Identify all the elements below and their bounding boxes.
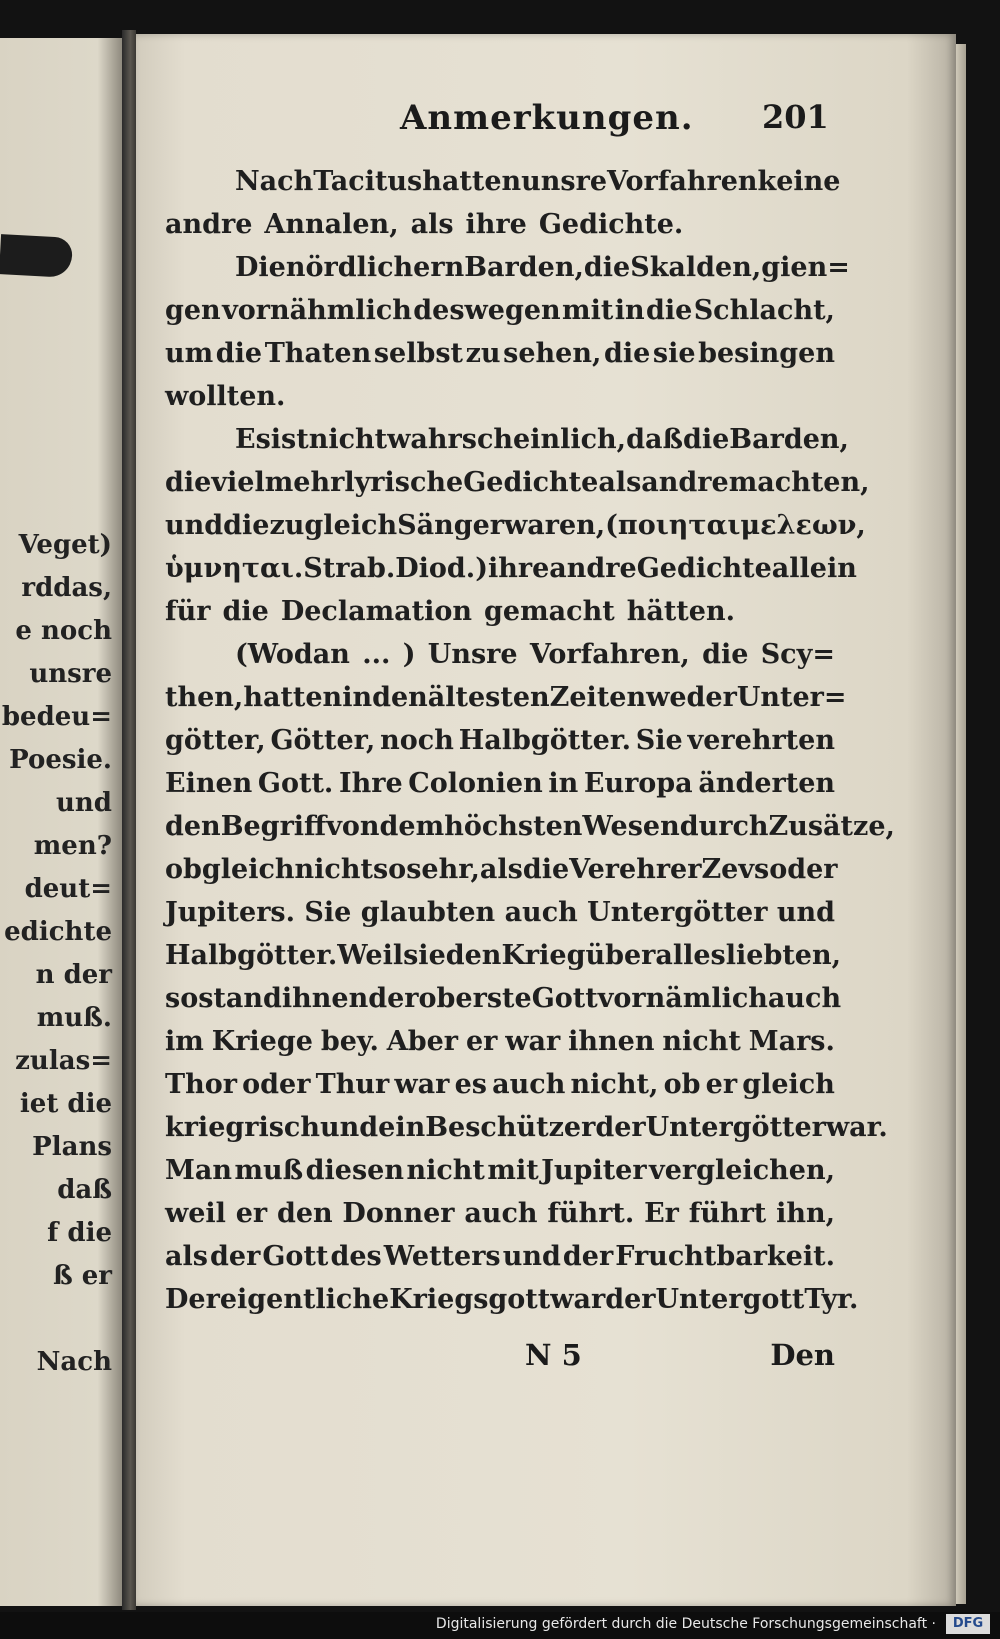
digitization-notice: Digitalisierung gefördert durch die Deutsche Forschungsgemeinschaft · <box>435 1616 936 1632</box>
word: Untergott <box>655 1284 805 1315</box>
left-page-line: Plans <box>32 1132 112 1162</box>
word: war <box>505 1026 561 1057</box>
word: und <box>320 1112 379 1143</box>
signature-mark: N 5 <box>525 1338 582 1372</box>
text-line <box>165 891 835 934</box>
word: ) <box>402 639 416 670</box>
left-page-line: iet die <box>19 1089 112 1119</box>
word: bey. <box>320 1026 379 1057</box>
word: auch <box>504 897 578 928</box>
text-line <box>165 1149 835 1192</box>
word: lyrische <box>344 467 464 498</box>
word: nicht <box>308 424 388 455</box>
word: und <box>165 510 224 541</box>
text-line <box>165 1278 859 1321</box>
word: sie <box>403 940 446 971</box>
word: Wesen <box>582 811 680 842</box>
text-line <box>165 289 835 332</box>
text-line <box>165 461 870 504</box>
word: alles <box>655 940 726 971</box>
word: der <box>368 983 419 1014</box>
word: Gott <box>262 1241 329 1272</box>
word: Verehrer <box>569 854 702 885</box>
word: in <box>548 768 579 799</box>
word: der <box>562 1241 614 1272</box>
word: Götter, <box>270 725 376 756</box>
text-line <box>165 633 835 676</box>
word: Krieg <box>501 940 586 971</box>
word: auch <box>767 983 842 1014</box>
word: ältesten <box>427 682 550 713</box>
word: durch <box>679 811 769 842</box>
word: Gott. <box>257 768 334 799</box>
left-page-line: unsre <box>29 659 112 689</box>
word: Zusätze, <box>768 811 895 842</box>
word: des <box>330 1241 382 1272</box>
word: nicht <box>662 1026 741 1057</box>
word: die <box>522 854 570 885</box>
word: Man <box>165 1155 233 1186</box>
left-page-line: e noch <box>15 616 112 646</box>
word: Untergötter <box>645 1112 826 1143</box>
word: auch <box>464 1198 538 1229</box>
word: Barden, <box>464 252 584 283</box>
word: Skalden, <box>630 252 762 283</box>
word: war. <box>825 1112 888 1143</box>
word: zu <box>465 338 501 369</box>
word: Jupiters. <box>165 897 296 928</box>
word: deswegen <box>413 295 561 326</box>
word: selbst <box>373 338 463 369</box>
text-line <box>165 332 835 375</box>
word: Annalen, <box>264 209 399 240</box>
left-page-line: Nach <box>36 1347 112 1377</box>
dfg-logo: DFG <box>946 1614 990 1634</box>
word: über <box>585 940 656 971</box>
word: Gott <box>531 983 598 1014</box>
word: Colonien <box>408 768 543 799</box>
word: die <box>215 338 263 369</box>
body-text <box>165 160 895 1321</box>
word: Begriff <box>220 811 327 842</box>
word: besingen <box>698 338 835 369</box>
word: noch <box>380 725 454 756</box>
word: der <box>605 1284 656 1315</box>
text-line <box>165 934 842 977</box>
word: dem <box>379 811 445 842</box>
word: Wetters <box>383 1241 501 1272</box>
word: Aber <box>386 1026 459 1057</box>
word: Diod.) <box>395 553 488 584</box>
text-line <box>165 418 849 461</box>
word: Sie <box>304 897 352 928</box>
word: Es <box>235 424 271 455</box>
text-line <box>165 848 838 891</box>
word: er <box>705 1069 738 1100</box>
word: in <box>342 682 373 713</box>
word: Strab. <box>303 553 396 584</box>
word: der <box>595 1112 646 1143</box>
word: Der <box>165 1284 220 1315</box>
left-page-fragment <box>0 38 122 1606</box>
word: Einen <box>165 768 253 799</box>
word: liebten, <box>725 940 842 971</box>
word: nicht <box>406 1155 485 1186</box>
text-line <box>165 1063 835 1106</box>
word: Ihre <box>338 768 403 799</box>
word: den <box>165 811 221 842</box>
left-page-line: und <box>56 788 112 818</box>
word: die <box>222 596 269 627</box>
text-line <box>165 590 835 633</box>
word: Gedichte. <box>538 209 684 240</box>
word: Kriege <box>211 1026 313 1057</box>
word: machten, <box>728 467 870 498</box>
word: obgleich <box>165 854 295 885</box>
left-page-line: n der <box>35 960 112 990</box>
word: allein <box>771 553 857 584</box>
word: ihnen <box>281 983 369 1014</box>
word: Er <box>644 1198 679 1229</box>
word: gleich <box>742 1069 835 1100</box>
text-line <box>165 1020 835 1063</box>
word: Thor <box>165 1069 237 1100</box>
word: Scy= <box>760 639 835 670</box>
word: ein <box>378 1112 426 1143</box>
word: Donner <box>342 1198 455 1229</box>
word: Schlacht, <box>693 295 835 326</box>
word: die <box>645 295 693 326</box>
word: Zeiten <box>549 682 647 713</box>
word: oberste <box>418 983 532 1014</box>
word: nördlichern <box>285 252 465 283</box>
left-page-line: muß. <box>36 1003 112 1033</box>
word: keine <box>757 166 841 197</box>
left-page-line: men? <box>33 831 112 861</box>
left-page-line: bedeu= <box>1 702 112 732</box>
word: ... <box>362 639 391 670</box>
word: (Wodan <box>235 639 350 670</box>
word: Beschützer <box>425 1112 596 1143</box>
text-line <box>165 1235 835 1278</box>
word: Unsre <box>427 639 518 670</box>
page-number: 201 <box>762 98 829 136</box>
word: ὑμνηται. <box>165 553 304 584</box>
left-page-line: edichte <box>4 917 112 947</box>
word: den <box>276 1198 333 1229</box>
word: um <box>165 338 214 369</box>
text-line <box>165 160 841 203</box>
left-page-line: deut= <box>24 874 112 904</box>
word: sie <box>652 338 696 369</box>
word: führt <box>688 1198 767 1229</box>
word: Tacitus <box>313 166 423 197</box>
word: und <box>502 1241 561 1272</box>
word: änderten <box>698 768 835 799</box>
word: er <box>235 1198 268 1229</box>
word: zugleich <box>269 510 398 541</box>
left-page-line: Veget) <box>18 530 112 560</box>
word: sehr, <box>406 854 480 885</box>
word: hatten <box>243 682 343 713</box>
word: den <box>445 940 502 971</box>
text-line <box>165 1192 835 1235</box>
word: Thur <box>315 1069 390 1100</box>
word: mit <box>487 1155 539 1186</box>
left-page-line: zulas= <box>15 1046 112 1076</box>
text-line <box>165 719 835 762</box>
word: vornähmlich <box>222 295 412 326</box>
text-line <box>165 1106 888 1149</box>
word: sehen, <box>503 338 602 369</box>
text-line <box>165 676 847 719</box>
word: then, <box>165 682 244 713</box>
word: (ποιηται <box>605 510 741 541</box>
text-line <box>165 375 835 418</box>
text-line <box>165 977 842 1020</box>
word: ob <box>663 1069 701 1100</box>
word: mehr <box>264 467 345 498</box>
left-page-line: Poesie. <box>9 745 112 775</box>
word: vornämlich <box>597 983 768 1014</box>
ornament <box>0 234 73 278</box>
left-page-line: f die <box>47 1218 112 1248</box>
word: für <box>165 596 211 627</box>
word: oder <box>769 854 838 885</box>
word: ihnen <box>568 1026 655 1057</box>
word: oder <box>242 1069 311 1100</box>
word: ihre <box>465 209 527 240</box>
left-page-line: ß er <box>52 1261 112 1291</box>
word: die <box>682 424 730 455</box>
text-line <box>165 547 857 590</box>
page-edge <box>956 44 966 1604</box>
text-line <box>165 246 850 289</box>
running-header: Anmerkungen. <box>400 98 694 138</box>
word: gen <box>165 295 221 326</box>
word: Jupiter <box>541 1155 647 1186</box>
word: die <box>583 252 631 283</box>
word: weder <box>646 682 737 713</box>
word: führt. <box>547 1198 635 1229</box>
word: götter, <box>165 725 266 756</box>
word: Sänger <box>397 510 504 541</box>
word: Weil <box>337 940 404 971</box>
word: höchsten <box>444 811 583 842</box>
word: die <box>165 467 212 498</box>
word: Gedichte <box>463 467 599 498</box>
word: verehrten <box>687 725 835 756</box>
word: Sie <box>635 725 683 756</box>
word: wahrscheinlich, <box>387 424 627 455</box>
word: Untergötter <box>587 897 768 928</box>
word: den <box>372 682 428 713</box>
word: nicht, <box>570 1069 659 1100</box>
word: andre <box>165 209 253 240</box>
word: hatten <box>422 166 522 197</box>
word: Kriegsgott <box>389 1284 551 1315</box>
word: Gedichte <box>636 553 772 584</box>
word: auch <box>492 1069 566 1100</box>
word: waren, <box>503 510 606 541</box>
catchword: Den <box>770 1338 835 1372</box>
word: andre <box>549 553 637 584</box>
word: Die <box>235 252 286 283</box>
word: Tyr. <box>804 1284 859 1315</box>
word: diesen <box>305 1155 404 1186</box>
word: unsre <box>521 166 608 197</box>
word: glaubten <box>360 897 496 928</box>
text-line <box>165 762 835 805</box>
word: gien= <box>761 252 850 283</box>
word: der <box>210 1241 261 1272</box>
text-line <box>165 504 866 547</box>
word: Thaten <box>264 338 372 369</box>
word: die <box>603 338 651 369</box>
word: wollten. <box>165 381 286 412</box>
word: stand <box>198 983 282 1014</box>
word: als <box>479 854 523 885</box>
word: mit <box>562 295 614 326</box>
word: Halbgötter. <box>458 725 631 756</box>
word: als <box>598 467 642 498</box>
word: vergleichen, <box>649 1155 835 1186</box>
word: in <box>614 295 645 326</box>
word: Declamation <box>280 596 473 627</box>
word: Barden, <box>729 424 849 455</box>
word: war <box>550 1284 606 1315</box>
word: war <box>394 1069 450 1100</box>
word: andre <box>641 467 729 498</box>
text-line <box>165 203 835 246</box>
word: Nach <box>235 166 314 197</box>
left-page-line: daß <box>57 1175 112 1205</box>
word: hätten. <box>626 596 735 627</box>
word: Zevs <box>701 854 770 885</box>
word: im <box>165 1026 204 1057</box>
word: nicht <box>294 854 373 885</box>
word: gemacht <box>484 596 615 627</box>
word: daß <box>626 424 683 455</box>
word: er <box>465 1026 498 1057</box>
word: die <box>223 510 270 541</box>
word: die <box>702 639 749 670</box>
word: so <box>165 983 199 1014</box>
word: Unter= <box>736 682 847 713</box>
word: von <box>326 811 380 842</box>
word: so <box>372 854 407 885</box>
book-spine <box>122 30 136 1610</box>
word: muß <box>234 1155 304 1186</box>
word: kriegrisch <box>165 1112 320 1143</box>
word: ihre <box>487 553 550 584</box>
word: Halbgötter. <box>165 940 338 971</box>
left-page-line: rddas, <box>21 573 112 603</box>
word: als <box>410 209 454 240</box>
word: eigentliche <box>219 1284 390 1315</box>
word: Vorfahren, <box>529 639 690 670</box>
word: ihn, <box>776 1198 835 1229</box>
word: es <box>454 1069 487 1100</box>
word: Europa <box>583 768 693 799</box>
word: ist <box>270 424 309 455</box>
word: Mars. <box>748 1026 835 1057</box>
word: Vorfahren <box>607 166 758 197</box>
text-line <box>165 805 895 848</box>
word: viel <box>211 467 265 498</box>
word: und <box>776 897 835 928</box>
word: als <box>165 1241 208 1272</box>
word: weil <box>165 1198 226 1229</box>
word: Fruchtbarkeit. <box>615 1241 835 1272</box>
word: μελεων, <box>740 510 866 541</box>
